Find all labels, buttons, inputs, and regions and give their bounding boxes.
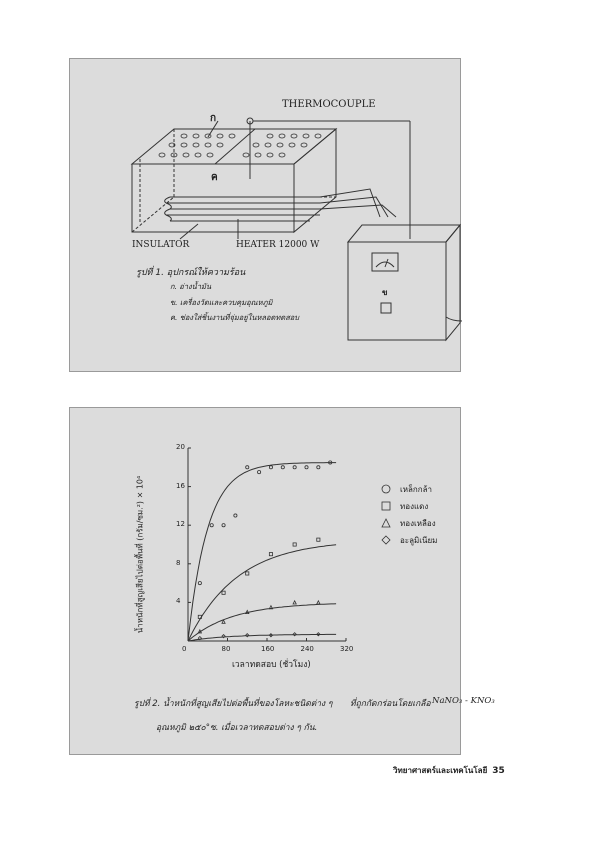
- x-tick-label: 160: [261, 645, 275, 653]
- label-kho: ข: [382, 287, 388, 297]
- data-point-square-marker: [269, 553, 272, 556]
- x-tick-label: 80: [221, 645, 231, 653]
- data-point-circle-marker: [234, 514, 237, 517]
- data-point-circle-marker: [198, 582, 201, 585]
- data-point-diamond-marker: [246, 634, 249, 637]
- legend-label-copper: ทองแดง: [400, 502, 429, 511]
- legend-label-brass: ทองเหลือง: [400, 519, 436, 528]
- label-kho-mid: ค: [211, 172, 218, 183]
- data-point-triangle-marker: [246, 610, 249, 613]
- figure-1-caption-item: ข. เครื่องวัดและควบคุมอุณหภูมิ: [170, 298, 273, 307]
- legend-label-aluminium: อะลูมิเนียม: [400, 536, 438, 545]
- insulator-label: INSULATOR: [132, 240, 190, 250]
- data-point-circle-marker: [317, 466, 320, 469]
- figure-1-caption-item: ก. อ่างน้ำมัน: [170, 282, 212, 291]
- legend-circle-icon: [382, 485, 390, 493]
- legend-label-steel: เหล็กกล้า: [400, 485, 432, 494]
- figure-1-caption-item: ค. ช่องใส่ชิ้นงานที่จุ่มอยู่ในหลอดทดสอบ: [170, 313, 300, 322]
- page-number: 35: [492, 766, 505, 776]
- data-point-circle-marker: [269, 466, 272, 469]
- y-tick-label: 4: [176, 597, 181, 606]
- data-point-circle-marker: [293, 466, 296, 469]
- data-point-square-marker: [317, 538, 320, 541]
- specimen-holes: [159, 134, 321, 157]
- data-point-triangle-marker: [317, 601, 320, 604]
- heater-label: HEATER 12000 W: [236, 240, 320, 250]
- y-tick-label: 16: [176, 481, 185, 490]
- data-point-circle-marker: [281, 466, 284, 469]
- data-point-circle-marker: [222, 524, 225, 527]
- y-tick-label: 8: [176, 558, 181, 567]
- series-curve: [188, 545, 336, 641]
- heater-coil: [166, 197, 320, 221]
- x-tick-label: 240: [300, 645, 314, 653]
- data-point-square-marker: [246, 572, 249, 575]
- data-point-circle-marker: [210, 524, 213, 527]
- data-point-circle-marker: [246, 466, 249, 469]
- data-point-circle-marker: [305, 466, 308, 469]
- figure-2-caption-formula: NaNO₃ - KNO₃: [432, 696, 495, 706]
- data-point-square-marker: [222, 591, 225, 594]
- x-tick-label: 320: [340, 645, 354, 653]
- figure-2-panel: [69, 407, 495, 755]
- heating-apparatus-drawing: [70, 59, 462, 373]
- figure-2-caption-line1: รูปที่ 2. น้ำหนักที่สูญเสียไปต่อพื้นที่ของโลหะชนิดต่าง ๆ: [134, 699, 333, 709]
- figure-2-caption-mid: ที่ถูกกัดกร่อนโดยเกลือ: [350, 699, 431, 709]
- controller-switch: [381, 303, 391, 313]
- data-point-triangle-marker: [293, 601, 296, 604]
- controller-side: [446, 225, 460, 340]
- legend-triangle-icon: [382, 519, 390, 527]
- figure-2-caption-line2: อุณหภูมิ ๒๕๐°ซ. เมื่อเวลาทดสอบต่าง ๆ กัน.: [156, 723, 318, 733]
- data-point-square-marker: [293, 543, 296, 546]
- data-point-circle-marker: [258, 471, 261, 474]
- x-axis-label: เวลาทดสอบ (ชั่วโมง): [232, 660, 311, 670]
- series-curve: [188, 463, 336, 641]
- page-footer: [393, 764, 505, 777]
- y-tick-label: 20: [176, 443, 185, 451]
- controller-top: [348, 225, 460, 242]
- figure-1-panel: [69, 58, 461, 372]
- journal-name: วิทยาศาสตร์และเทคโนโลยี: [393, 766, 488, 775]
- legend-diamond-icon: [382, 536, 390, 544]
- figure-1-caption-title: รูปที่ 1. อุปกรณ์ให้ความร้อน: [136, 268, 246, 278]
- legend-square-icon: [382, 502, 390, 510]
- series-curve: [188, 634, 336, 641]
- thermocouple-label: THERMOCOUPLE: [282, 99, 376, 110]
- y-tick-label: 12: [176, 520, 185, 529]
- label-ko-top: ก: [210, 113, 217, 124]
- x-tick-label: 0: [182, 645, 187, 653]
- y-axis-label: น้ำหนักที่สูญเสียไปต่อพื้นที่ (กรัม/ซม.²) × 10⁴: [135, 475, 145, 634]
- controller-front: [348, 242, 446, 340]
- oil-bath-side: [294, 129, 336, 232]
